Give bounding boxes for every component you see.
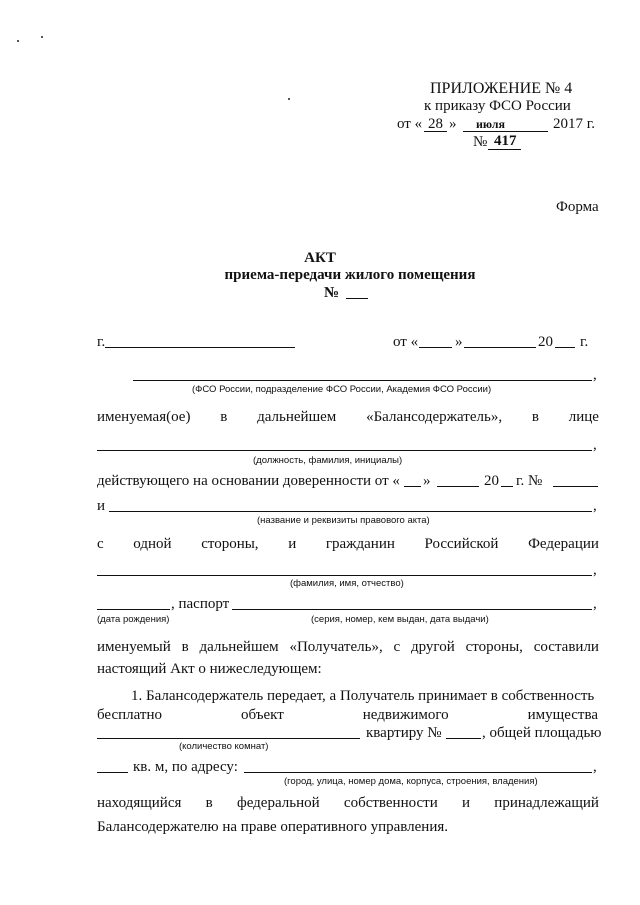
word: именуемая(ое): [97, 409, 191, 425]
date-prefix: от «: [393, 334, 419, 350]
word: принадлежащий: [494, 795, 599, 811]
legal-act-field[interactable]: [109, 511, 592, 512]
federal-property-line: [97, 794, 599, 812]
word: лице: [568, 409, 599, 425]
scan-speck: [41, 36, 43, 38]
order-number-underline: [488, 149, 521, 150]
apartment-label: квартиру №: [366, 725, 442, 741]
date-quote-close: »: [455, 334, 463, 350]
power-year-prefix: 20: [484, 473, 499, 489]
comma: ,: [593, 596, 597, 612]
order-number-prefix: №: [473, 134, 488, 150]
act-subtitle: приема-передачи жилого помещения: [224, 267, 476, 283]
appendix-date-day: 28: [428, 116, 443, 132]
appendix-date-month: июля: [476, 117, 506, 131]
date-day-field[interactable]: [419, 347, 452, 348]
date-month-field[interactable]: [464, 347, 536, 348]
citizen-line: [97, 535, 599, 553]
word: находящийся: [97, 795, 182, 811]
full-name-field[interactable]: [97, 575, 592, 576]
passport-label: , паспорт: [171, 596, 230, 612]
comma: ,: [593, 437, 597, 453]
scan-speck: [288, 98, 290, 100]
area-label: , общей площадью: [482, 725, 602, 741]
word: дальнейшем: [257, 409, 337, 425]
word: имущества: [527, 707, 598, 723]
word: именуемый: [97, 639, 171, 655]
date-year-prefix: 20: [538, 334, 553, 350]
clause-1: 1. Балансодержатель передает, а Получатель принимает в собственность: [131, 688, 595, 704]
act-number-prefix: №: [324, 285, 340, 301]
power-month-field[interactable]: [437, 486, 479, 487]
word: в: [181, 639, 189, 655]
free-object-line: [97, 706, 598, 724]
birth-date-caption: (дата рождения): [97, 614, 170, 625]
legal-act-caption: (название и реквизиты правового акта): [257, 515, 430, 526]
scan-speck: [17, 40, 19, 42]
word: одной: [133, 536, 172, 552]
position-caption: (должность, фамилия, инициалы): [253, 455, 403, 466]
and-text: и: [97, 498, 106, 514]
word: бесплатно: [97, 707, 162, 723]
word: собственности: [343, 795, 438, 811]
date-year-suffix: г.: [580, 334, 589, 350]
word: в: [205, 795, 213, 811]
date-year-field[interactable]: [555, 347, 575, 348]
address-field[interactable]: [244, 772, 592, 773]
sqm-address-label: кв. м, по адресу:: [133, 759, 238, 775]
apartment-number-field[interactable]: [446, 738, 481, 739]
comma: ,: [593, 562, 597, 578]
rooms-caption: (количество комнат): [179, 741, 269, 752]
city-prefix: г.: [97, 334, 106, 350]
city-field[interactable]: [105, 347, 295, 348]
passport-caption: (серия, номер, кем выдан, дата выдачи): [311, 614, 489, 625]
word: стороны,: [201, 536, 259, 552]
power-year-field[interactable]: [501, 486, 513, 487]
appendix-date-prefix: от «: [397, 116, 423, 132]
form-label: Форма: [556, 199, 599, 215]
word: и: [288, 536, 297, 552]
appendix-date-year: 2017 г.: [553, 116, 595, 132]
word: в: [531, 409, 539, 425]
word: составили: [533, 639, 599, 655]
power-quote-close: »: [423, 473, 431, 489]
power-number-field[interactable]: [553, 486, 598, 487]
day-underline: [424, 131, 447, 132]
word: с: [393, 639, 401, 655]
word: другой: [411, 639, 455, 655]
word: и: [462, 795, 471, 811]
act-number-field[interactable]: [346, 298, 368, 299]
birth-date-field[interactable]: [97, 609, 170, 610]
comma: ,: [593, 759, 597, 775]
word: гражданин: [325, 536, 395, 552]
word: «Получатель»,: [289, 639, 383, 655]
word: Российской: [424, 536, 499, 552]
operational-management-text: Балансодержателю на праве оперативного управления.: [97, 819, 448, 835]
position-field[interactable]: [97, 450, 592, 451]
word: «Балансодержатель»,: [366, 409, 503, 425]
address-caption: (город, улица, номер дома, корпуса, строения, владения): [284, 776, 538, 787]
order-number: 417: [494, 133, 517, 149]
balance-holder-line: [97, 408, 599, 426]
rooms-field[interactable]: [97, 738, 360, 739]
word: объект: [240, 707, 284, 723]
power-number-prefix: г. №: [516, 473, 543, 489]
word: стороны,: [465, 639, 523, 655]
act-title: АКТ: [304, 250, 336, 266]
word: федеральной: [237, 795, 320, 811]
receiver-line: [97, 638, 599, 656]
organization-field[interactable]: [133, 380, 592, 381]
power-day-field[interactable]: [404, 486, 421, 487]
passport-field[interactable]: [232, 609, 592, 610]
word: дальнейшем: [199, 639, 279, 655]
appendix-date-mid: »: [449, 116, 457, 132]
word: в: [220, 409, 228, 425]
word: недвижимого: [362, 707, 449, 723]
area-field[interactable]: [97, 772, 128, 773]
acting-basis-text: действующего на основании доверенности от «: [97, 473, 400, 489]
comma: ,: [593, 498, 597, 514]
comma: ,: [593, 367, 597, 383]
present-act-text: настоящий Акт о нижеследующем:: [97, 661, 322, 677]
full-name-caption: (фамилия, имя, отчество): [290, 578, 404, 589]
word: с: [97, 536, 104, 552]
word: Федерации: [528, 536, 599, 552]
appendix-order-ref: к приказу ФСО России: [424, 98, 571, 114]
organization-caption: (ФСО России, подразделение ФСО России, Академия ФСО России): [192, 384, 492, 395]
appendix-title: ПРИЛОЖЕНИЕ № 4: [430, 80, 573, 97]
